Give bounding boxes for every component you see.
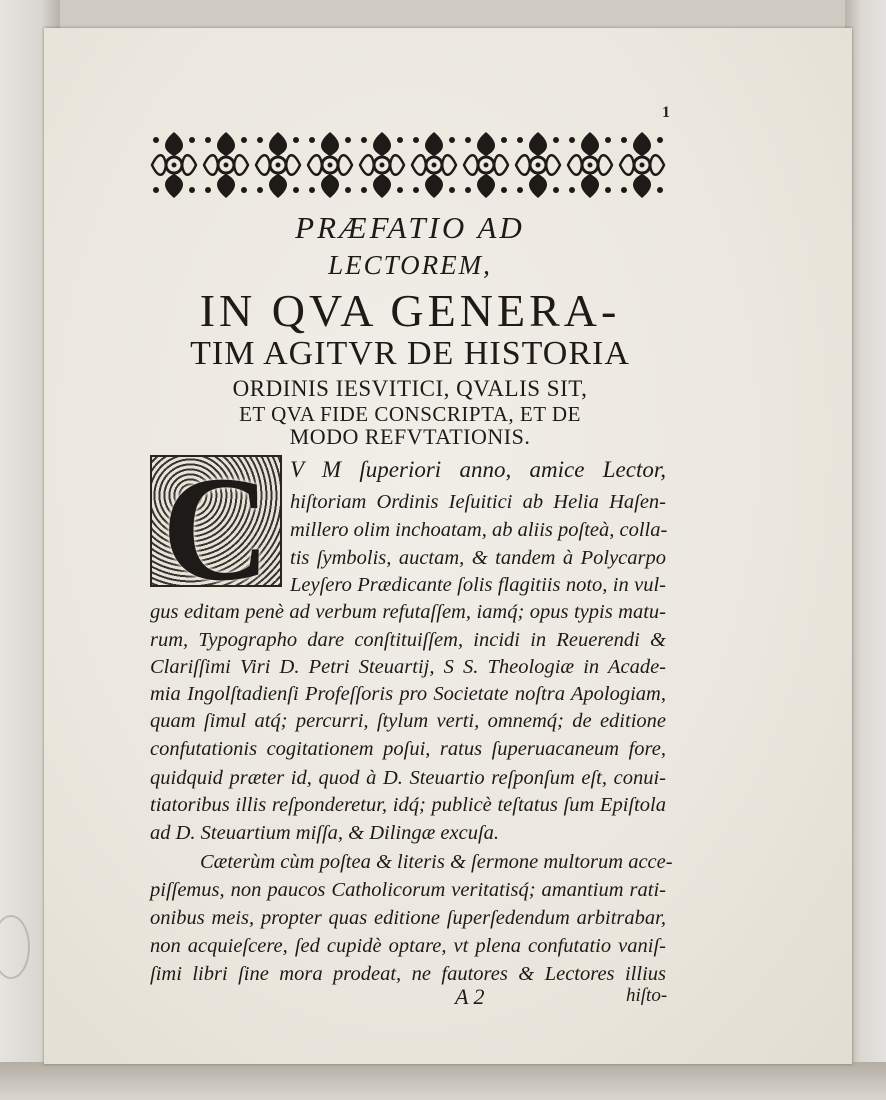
body-line: non acquieſcere, ſed cupidè optare, vt plena confutatio vaniſ- — [150, 935, 666, 957]
body-line: quam ſimul atq́; percurri, ſtylum verti, omnemq́; de editione — [150, 710, 666, 732]
body-line: tiatoribus illis reſponderetur, idq́; publicè teſtatus ſum Epiſtola — [150, 794, 666, 816]
signature-mark: A 2 — [455, 984, 485, 1009]
catchword: hiſto- — [626, 985, 668, 1006]
title-line: ET QVA FIDE CONSCRIPTA, ET DE — [239, 402, 581, 426]
body-line: Cæterùm cùm poſtea & literis & ſermone multorum acce- — [200, 851, 673, 873]
body-line: onibus meis, propter quas editione ſuperſedendum arbitrabar, — [150, 907, 666, 929]
title-line: IN QVA GENERA- — [199, 285, 621, 336]
body-line: tis ſymbolis, auctam, & tandem à Polycarpo — [290, 547, 666, 569]
body-line: Clariſſimi Viri D. Petri Steuartij, S S. Theologiæ in Acade- — [150, 656, 666, 678]
page-number: 1 — [662, 104, 670, 121]
title-line: LECTOREM, — [328, 250, 492, 280]
background-bottom — [0, 1062, 886, 1100]
body-line: gus editam penè ad verbum refutaſſem, iamq́; opus typis matu- — [150, 601, 666, 623]
drop-cap-letter: C — [161, 446, 271, 612]
decorated-initial — [150, 446, 282, 612]
body-line: piſſemus, non paucos Catholicorum veritatisq́; amantium rati- — [150, 879, 666, 901]
title-line: ORDINIS IESVITICI, QVALIS SIT, — [232, 376, 588, 401]
title-line: PRÆFATIO AD — [295, 210, 525, 245]
library-stamp — [0, 915, 30, 979]
body-line: ſimi libri ſine mora prodeat, ne fautores & Lectores illius — [150, 963, 666, 985]
body-line: mia Ingolſtadienſi Profeſſoris pro Societate noſtra Apologiam, — [150, 683, 666, 705]
body-line: Leyſero Prædicante ſolis flagitiis noto, in vul- — [290, 574, 666, 596]
title-line: MODO REFVTATIONIS. — [289, 424, 531, 449]
body-line: hiſtoriam Ordinis Ieſuitici ab Helia Haſen- — [290, 491, 666, 513]
body-line: millero olim inchoatam, ab aliis poſteà, colla- — [290, 519, 668, 541]
body-line: ad D. Steuartium miſſa, & Dilingæ excuſa. — [150, 822, 500, 844]
body-line: rum, Typographo dare conſtituiſſem, incidi in Reuerendi & — [150, 629, 666, 651]
body-line: confutationis cogitationem poſui, ratus ſuperuacaneum fore, — [150, 738, 666, 760]
title-line: TIM AGITVR DE HISTORIA — [190, 335, 630, 372]
ornamental-headpiece — [148, 128, 670, 202]
body-line: quidquid præter id, quod à D. Steuartio reſponſum eſt, conui- — [150, 767, 666, 789]
body-line: V M ſuperiori anno, amice Lector, — [290, 457, 666, 482]
